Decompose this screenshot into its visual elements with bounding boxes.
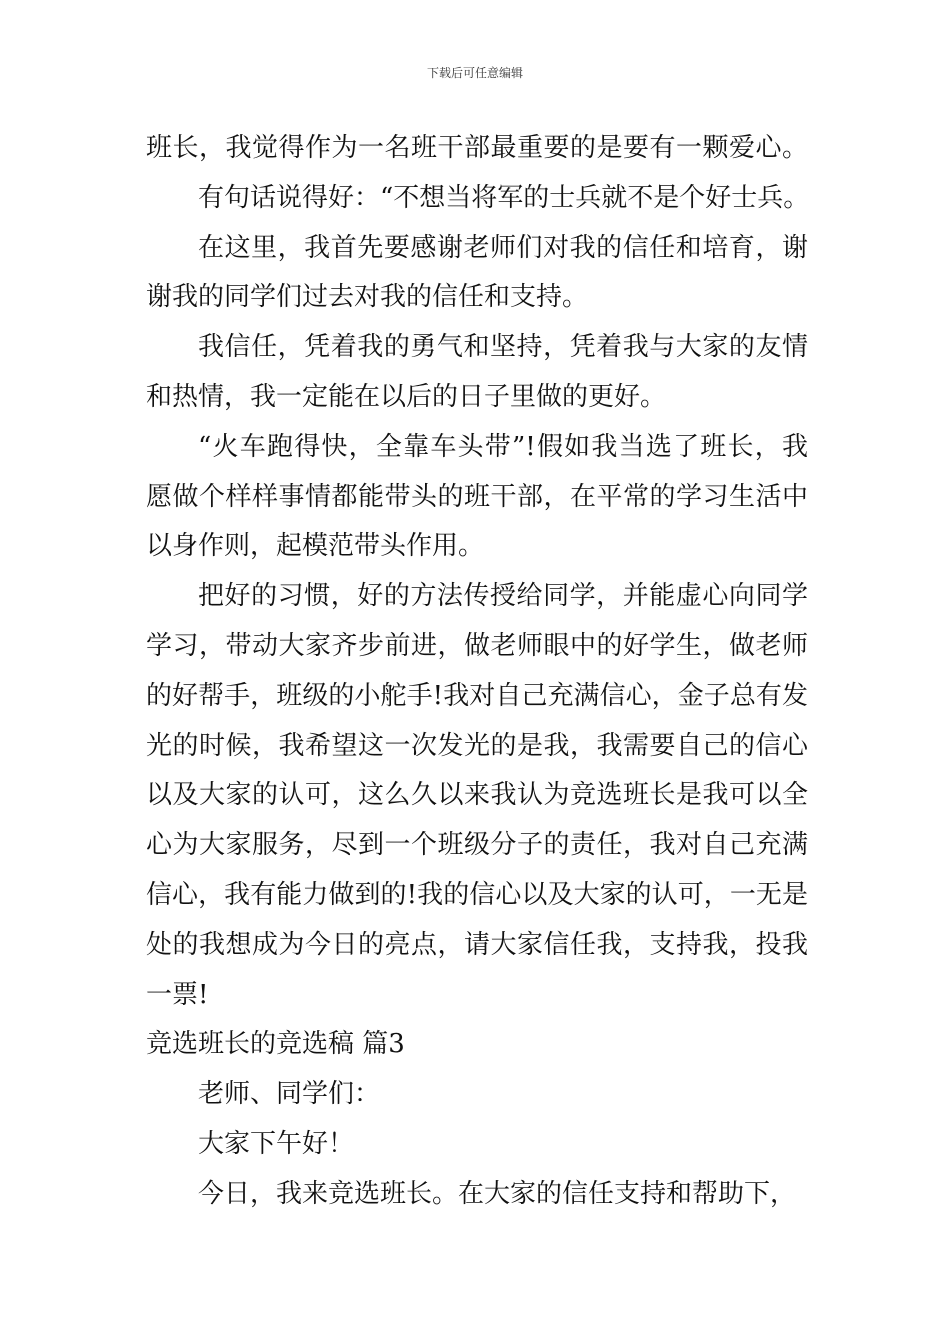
text-line: 老师、同学们： [198, 1079, 381, 1110]
text-line: 学习，带动大家齐步前进，做老师眼中的好学生，做老师 [146, 630, 808, 661]
text-line: 和热情，我一定能在以后的日子里做的更好。 [146, 381, 667, 412]
text-line: 大家下午好！ [198, 1128, 355, 1159]
text-line: 信心，我有能力做到的!我的信心以及大家的认可，一无是 [146, 879, 808, 910]
document-body [146, 124, 808, 1220]
text-line: 今日，我来竞选班长。在大家的信任支持和帮助下， [198, 1178, 797, 1209]
text-line: 把好的习惯，好的方法传授给同学，并能虚心向同学 [198, 581, 808, 612]
section-heading: 竞选班长的竞选稿 篇3 [146, 1029, 405, 1060]
text-line: 光的时候，我希望这一次发光的是我，我需要自己的信心 [146, 730, 808, 761]
text-line: 有句话说得好：“不想当将军的士兵就不是个好士兵。 [198, 182, 810, 213]
text-line: 我信任，凭着我的勇气和坚持，凭着我与大家的友情 [198, 332, 808, 363]
text-line: “火车跑得快，全靠车头带”!假如我当选了班长，我 [198, 431, 808, 462]
text-line: 心为大家服务，尽到一个班级分子的责任，我对自己充满 [146, 830, 808, 861]
text-line: 的好帮手，班级的小舵手!我对自己充满信心，金子总有发 [146, 680, 808, 711]
text-line: 班长，我觉得作为一名班干部最重要的是要有一颗爱心。 [146, 133, 808, 163]
text-line: 以身作则，起模范带头作用。 [146, 531, 485, 562]
text-line: 谢我的同学们过去对我的信任和支持。 [146, 282, 589, 313]
text-line: 以及大家的认可，这么久以来我认为竞选班长是我可以全 [146, 780, 808, 811]
text-line: 一票! [146, 979, 209, 1010]
text-line: 在这里，我首先要感谢老师们对我的信任和培育，谢 [198, 232, 808, 263]
page-header: 下载后可任意编辑 [426, 66, 523, 80]
text-line: 处的我想成为今日的亮点，请大家信任我，支持我，投我 [146, 929, 808, 960]
text-line: 愿做个样样事情都能带头的班干部，在平常的学习生活中 [146, 481, 808, 512]
